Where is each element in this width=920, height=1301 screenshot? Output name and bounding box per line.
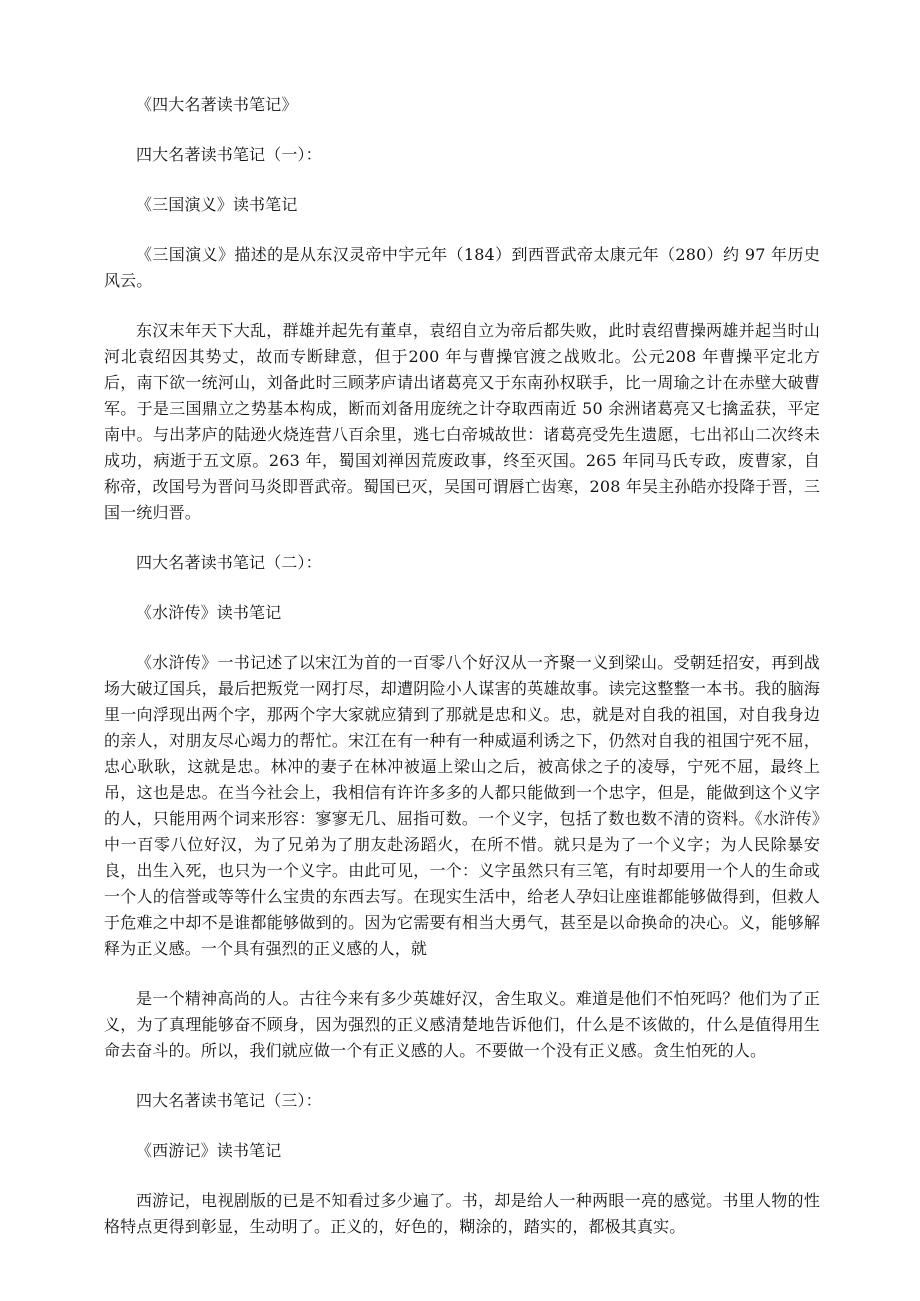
section-subheading-2: 《水浒传》读书笔记 [136,603,282,622]
document-title: 《四大名著读书笔记》 [136,95,298,114]
paragraph: 是一个精神高尚的人。古往今来有多少英雄好汉，舍生取义。难道是他们不怕死吗？他们为了正义，为了真理能够奋不顾身，因为强烈的正义感清楚地告诉他们，什么是不该做的，什么是值得用生命去奋斗的。所以，我们就应做一个有正义感的人。不要做一个没有正义感。贪生怕死的人。 [104,989,820,1060]
paragraph: 西游记，电视剧版的已是不知看过多少遍了。书，却是给人一种两眼一亮的感觉。书里人物的性格特点更得到彰显，生动明了。正义的，好色的，糊涂的，踏实的，都极其真实。 [104,1191,820,1236]
section-subheading-3: 《西游记》读书笔记 [136,1141,282,1160]
section-heading-3: 四大名著读书笔记（三）： [136,1091,322,1110]
paragraph: 《水浒传》一书记述了以宋江为首的一百零八个好汉从一齐聚一义到梁山。受朝廷招安，再到战场大破辽国兵，最后把叛党一网打尽，却遭阴险小人谋害的英雄故事。读完这整整一本书。我的脑海里一向浮现出两个字，那两个字大家就应猜到了那就是忠和义。忠，就是对自我的祖国，对自我身边的亲人，对朋友尽心竭力的帮忙。宋江在有一种有一种威逼利诱之下，仍然对自我的祖国宁死不屈，忠心耿耿，这就是忠。林冲的妻子在林冲被逼上梁山之后，被高俅之子的凌辱，宁死不屈，最终上吊，这也是忠。在当今社会上，我相信有许许多多的人都只能做到一个忠字，但是，能做到这个义字的人，只能用两个词来形容：寥寥无几、屈指可数。一个义字，包括了数也数不清的资料。《水浒传》中一百零八位好汉，为了兄弟为了朋友赴汤蹈火，在所不惜。就只是为了一个义字；为人民除暴安良，出生入死，也只为一个义字。由此可见，一个：义字虽然只有三笔，有时却要用一个人的生命或一个人的信誉或等等什么宝贵的东西去写。在现实生活中，给老人孕妇让座谁都能够做得到，但救人于危难之中却不是谁都能够做到的。因为它需要有相当大勇气，甚至是以命换命的决心。义，能够解释为正义感。一个具有强烈的正义感的人，就 [104,653,820,958]
section-subheading-1: 《三国演义》读书笔记 [136,195,298,214]
section-heading-1: 四大名著读书笔记（一）： [136,145,322,164]
document-page [104,92,820,1240]
paragraph: 《三国演义》描述的是从东汉灵帝中宇元年（184）到西晋武帝太康元年（280）约 97 年历史风云。 [104,245,820,290]
paragraph: 东汉末年天下大乱，群雄并起先有董卓，袁绍自立为帝后都失败，此时袁绍曹操两雄并起当时山河北袁绍因其势丈，故而专断肆意，但于200 年与曹操官渡之战败北。公元208 年曹操平定北方后，南下欲一统河山，刘备此时三顾茅庐请出诸葛亮又于东南孙权联手，比一周瑜之计在赤壁大破曹军。于是三国鼎立之势基本构成，断而刘备用庞统之计夺取西南近 50 余洲诸葛亮又七擒孟获，平定南中。与出茅庐的陆逊火烧连营八百余里，逃七白帝城故世：诸葛亮受先生遗愿，七出祁山二次终未成功，病逝于五文原。263 年，蜀国刘禅因荒废政事，终至灭国。265 年同马氏专政，废曹家，自称帝，改国号为晋问马炎即晋武帝。蜀国已灭，吴国可谓唇亡齿寒，208 年吴主孙皓亦投降于晋，三国一统归晋。 [104,321,820,522]
section-heading-2: 四大名著读书笔记（二）： [136,553,322,572]
